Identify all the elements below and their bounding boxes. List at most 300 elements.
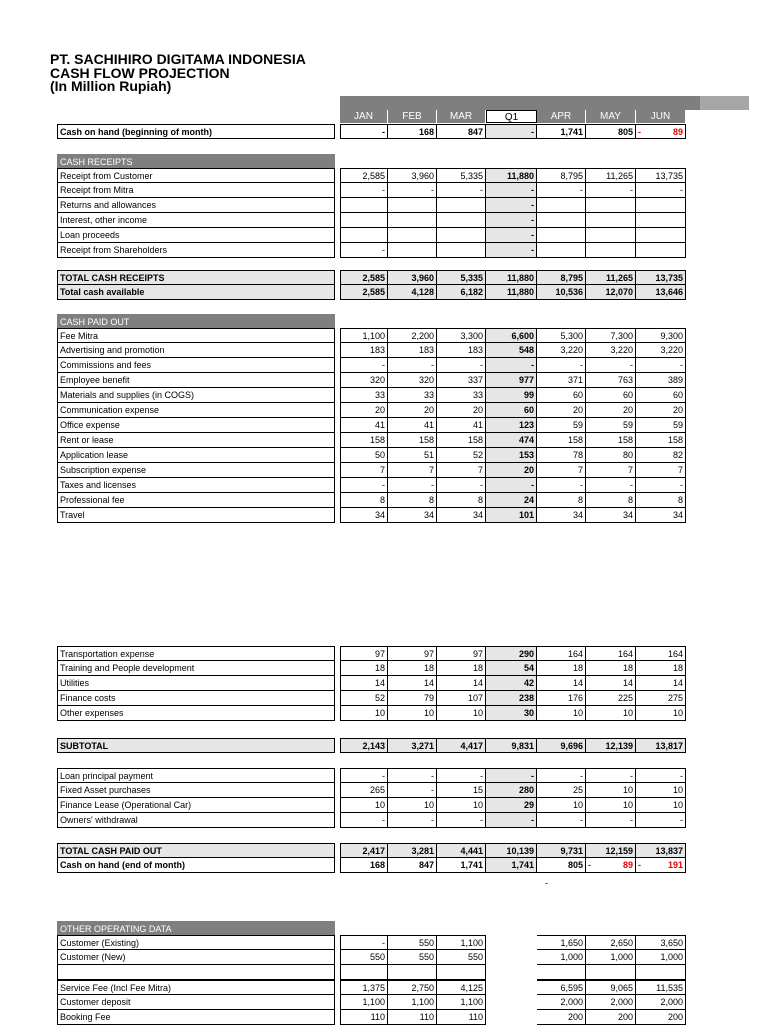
value-cell-apr: 10 <box>537 706 586 721</box>
value-cell-mar: 5,335 <box>437 168 486 183</box>
row-label: Receipt from Mitra <box>57 183 335 198</box>
value-cell-apr <box>537 213 586 228</box>
value-cell-apr: 9,731 <box>537 843 586 858</box>
value-cell-q1: 60 <box>486 403 537 418</box>
header-bar-extension <box>700 96 749 110</box>
value-cell-feb: - <box>388 478 437 493</box>
value-row <box>340 843 686 858</box>
value-cell-apr <box>537 243 586 258</box>
row-label: TOTAL CASH RECEIPTS <box>57 270 335 285</box>
value-cell-q1 <box>486 995 537 1010</box>
value-cell-mar: 33 <box>437 388 486 403</box>
value-cell-q1: - <box>486 478 537 493</box>
row-label: Owners' withdrawal <box>57 813 335 828</box>
value-cell-feb: - <box>388 183 437 198</box>
value-cell-apr: 1,741 <box>537 124 586 139</box>
value-cell-jun: 13,735 <box>636 168 686 183</box>
value-cell-apr: - <box>537 813 586 828</box>
value-cell-jan: - <box>340 358 388 373</box>
value-row <box>340 285 686 300</box>
value-cell-jan: 33 <box>340 388 388 403</box>
value-cell-q1: 474 <box>486 433 537 448</box>
value-row <box>340 798 686 813</box>
value-cell-jan: - <box>340 813 388 828</box>
value-cell-jun <box>636 198 686 213</box>
value-cell-q1: 42 <box>486 676 537 691</box>
value-cell-jun: 164 <box>636 646 686 661</box>
value-cell-apr: 60 <box>537 388 586 403</box>
value-cell-may: 7 <box>586 463 636 478</box>
value-cell-may: 59 <box>586 418 636 433</box>
row-label: Loan principal payment <box>57 768 335 783</box>
value-cell-apr: - <box>537 478 586 493</box>
value-cell-jan: 265 <box>340 783 388 798</box>
value-cell-feb: 18 <box>388 661 437 676</box>
value-cell-jan: 1,100 <box>340 328 388 343</box>
value-cell-jun: - 89 <box>636 124 686 139</box>
value-cell-q1: 20 <box>486 463 537 478</box>
value-row <box>340 463 686 478</box>
value-cell-jun: 13,646 <box>636 285 686 300</box>
value-cell-jun: 7 <box>636 463 686 478</box>
value-cell-feb <box>388 228 437 243</box>
value-cell-mar: 10 <box>437 798 486 813</box>
value-cell-feb: 320 <box>388 373 437 388</box>
row-label: Customer deposit <box>57 995 335 1010</box>
value-cell-feb <box>388 198 437 213</box>
value-cell-feb: 1,100 <box>388 995 437 1010</box>
value-row <box>340 328 686 343</box>
value-cell-apr: 9,696 <box>537 738 586 753</box>
row-label: Communication expense <box>57 403 335 418</box>
company-name: PT. SACHIHIRO DIGITAMA INDONESIA <box>50 51 306 67</box>
section-header: CASH RECEIPTS <box>57 154 335 169</box>
value-cell-jun: 13,817 <box>636 738 686 753</box>
row-label: Fixed Asset purchases <box>57 783 335 798</box>
value-row <box>340 448 686 463</box>
value-cell-feb: 847 <box>388 858 437 873</box>
value-cell-may: 80 <box>586 448 636 463</box>
value-cell-may: 12,139 <box>586 738 636 753</box>
value-cell-mar: 41 <box>437 418 486 433</box>
value-cell-jun: - 191 <box>636 858 686 873</box>
value-cell-jan: 10 <box>340 798 388 813</box>
row-label: Interest, other income <box>57 213 335 228</box>
value-cell-q1: - <box>486 768 537 783</box>
value-cell-jan: 8 <box>340 493 388 508</box>
value-row <box>340 213 686 228</box>
value-cell-apr <box>537 965 586 980</box>
value-cell-jun: 60 <box>636 388 686 403</box>
stray-mark: - <box>545 878 548 888</box>
value-cell-feb <box>388 243 437 258</box>
value-cell-may <box>586 965 636 980</box>
value-cell-mar: 847 <box>437 124 486 139</box>
value-row <box>340 950 686 965</box>
value-cell-may: 7,300 <box>586 328 636 343</box>
value-cell-apr: 2,000 <box>537 995 586 1010</box>
value-cell-q1: 99 <box>486 388 537 403</box>
value-cell-q1 <box>486 950 537 965</box>
value-cell-jan: 14 <box>340 676 388 691</box>
value-cell-jan: 2,417 <box>340 843 388 858</box>
column-header-feb: FEB <box>388 110 437 123</box>
value-cell-feb: 3,960 <box>388 270 437 285</box>
value-cell-jan: 158 <box>340 433 388 448</box>
value-cell-may <box>586 213 636 228</box>
value-cell-feb: 168 <box>388 124 437 139</box>
value-cell-q1: 24 <box>486 493 537 508</box>
row-label: SUBTOTAL <box>57 738 335 753</box>
value-cell-feb: 41 <box>388 418 437 433</box>
value-cell-may: 805 <box>586 124 636 139</box>
value-cell-feb: 110 <box>388 1010 437 1025</box>
value-cell-jun: - <box>636 183 686 198</box>
value-cell-apr: 8,795 <box>537 168 586 183</box>
value-cell-mar: 110 <box>437 1010 486 1025</box>
value-cell-feb: 51 <box>388 448 437 463</box>
value-cell-feb: 10 <box>388 706 437 721</box>
value-cell-mar <box>437 965 486 980</box>
value-cell-feb: 20 <box>388 403 437 418</box>
value-cell-may: - <box>586 183 636 198</box>
value-cell-feb: 2,750 <box>388 980 437 995</box>
value-cell-may: 60 <box>586 388 636 403</box>
value-cell-q1: - <box>486 813 537 828</box>
value-cell-apr: 8,795 <box>537 270 586 285</box>
value-cell-feb: 3,960 <box>388 168 437 183</box>
value-cell-mar <box>437 243 486 258</box>
value-cell-q1: 153 <box>486 448 537 463</box>
value-cell-mar: 158 <box>437 433 486 448</box>
row-label: Professional fee <box>57 493 335 508</box>
value-cell-q1: 11,880 <box>486 168 537 183</box>
value-row <box>340 124 686 139</box>
value-cell-mar: 6,182 <box>437 285 486 300</box>
value-cell-may <box>586 228 636 243</box>
value-cell-jan: - <box>340 478 388 493</box>
row-label: Customer (Existing) <box>57 935 335 950</box>
value-cell-mar: 4,125 <box>437 980 486 995</box>
value-cell-apr <box>537 228 586 243</box>
row-label: Customer (New) <box>57 950 335 965</box>
header-bar <box>340 96 700 110</box>
value-row <box>340 270 686 285</box>
row-label: Commissions and fees <box>57 358 335 373</box>
value-cell-may: - <box>586 478 636 493</box>
value-cell-jun: 3,220 <box>636 343 686 358</box>
value-cell-mar: 107 <box>437 691 486 706</box>
value-cell-feb: 14 <box>388 676 437 691</box>
value-row <box>340 768 686 783</box>
value-cell-mar: 4,417 <box>437 738 486 753</box>
value-cell-mar: 183 <box>437 343 486 358</box>
value-cell-feb: 2,200 <box>388 328 437 343</box>
row-label: Transportation expense <box>57 646 335 661</box>
value-cell-jun: 13,735 <box>636 270 686 285</box>
value-cell-jan: 41 <box>340 418 388 433</box>
report-title: CASH FLOW PROJECTION <box>50 65 230 81</box>
value-cell-jun: 389 <box>636 373 686 388</box>
value-row <box>340 691 686 706</box>
value-cell-apr: 164 <box>537 646 586 661</box>
value-row <box>340 508 686 523</box>
row-label: Receipt from Shareholders <box>57 243 335 258</box>
column-header-apr: APR <box>537 110 586 123</box>
value-cell-mar <box>437 213 486 228</box>
value-cell-may: 9,065 <box>586 980 636 995</box>
value-cell-q1: 10,139 <box>486 843 537 858</box>
value-cell-may: 3,220 <box>586 343 636 358</box>
value-cell-mar: 52 <box>437 448 486 463</box>
value-row <box>340 183 686 198</box>
value-cell-jan: 18 <box>340 661 388 676</box>
value-cell-jan: 168 <box>340 858 388 873</box>
value-row <box>340 388 686 403</box>
row-label: Returns and allowances <box>57 198 335 213</box>
column-header-mar: MAR <box>437 110 486 123</box>
value-cell-q1: 977 <box>486 373 537 388</box>
value-cell-may <box>586 243 636 258</box>
value-cell-feb: - <box>388 358 437 373</box>
value-cell-may: 2,650 <box>586 935 636 950</box>
value-cell-apr: 5,300 <box>537 328 586 343</box>
row-label <box>57 965 335 980</box>
value-cell-mar: 3,300 <box>437 328 486 343</box>
value-cell-jan: 2,143 <box>340 738 388 753</box>
value-cell-feb: 33 <box>388 388 437 403</box>
value-cell-jun: 275 <box>636 691 686 706</box>
value-cell-jun: 1,000 <box>636 950 686 965</box>
value-cell-jan: - <box>340 935 388 950</box>
value-cell-apr <box>537 198 586 213</box>
value-cell-apr: 14 <box>537 676 586 691</box>
value-cell-apr: 176 <box>537 691 586 706</box>
value-cell-jun: - <box>636 478 686 493</box>
value-cell-mar: 550 <box>437 950 486 965</box>
value-cell-jan: - <box>340 124 388 139</box>
value-row <box>340 813 686 828</box>
value-cell-may: 10 <box>586 798 636 813</box>
value-cell-may: 12,159 <box>586 843 636 858</box>
value-row <box>340 198 686 213</box>
value-cell-apr: 10 <box>537 798 586 813</box>
section-header: OTHER OPERATING DATA <box>57 921 335 936</box>
row-label: Subscription expense <box>57 463 335 478</box>
value-cell-jan: 2,585 <box>340 168 388 183</box>
value-cell-mar: 7 <box>437 463 486 478</box>
value-cell-mar: 10 <box>437 706 486 721</box>
value-cell-q1: 238 <box>486 691 537 706</box>
value-cell-feb <box>388 965 437 980</box>
value-cell-apr: 59 <box>537 418 586 433</box>
value-cell-q1: 29 <box>486 798 537 813</box>
row-label: Advertising and promotion <box>57 343 335 358</box>
value-cell-jun: 11,535 <box>636 980 686 995</box>
value-cell-jun: - <box>636 358 686 373</box>
value-cell-q1 <box>486 965 537 980</box>
value-cell-may: 10 <box>586 783 636 798</box>
value-cell-q1: - <box>486 198 537 213</box>
value-row <box>340 980 686 995</box>
value-cell-feb <box>388 213 437 228</box>
value-cell-jan: - <box>340 243 388 258</box>
row-label: Travel <box>57 508 335 523</box>
value-cell-apr: 10,536 <box>537 285 586 300</box>
value-cell-apr: - <box>537 358 586 373</box>
value-cell-jan: 34 <box>340 508 388 523</box>
value-cell-jan: 320 <box>340 373 388 388</box>
value-row <box>340 783 686 798</box>
value-cell-jan: 10 <box>340 706 388 721</box>
value-cell-mar: 34 <box>437 508 486 523</box>
row-label: Office expense <box>57 418 335 433</box>
row-label: Finance costs <box>57 691 335 706</box>
value-cell-jun: 13,837 <box>636 843 686 858</box>
value-cell-jan: 7 <box>340 463 388 478</box>
value-cell-jun: 14 <box>636 676 686 691</box>
row-label: Fee Mitra <box>57 328 335 343</box>
value-cell-q1: 1,741 <box>486 858 537 873</box>
value-cell-mar: 20 <box>437 403 486 418</box>
value-cell-may: 11,265 <box>586 168 636 183</box>
value-cell-q1 <box>486 1010 537 1025</box>
value-row <box>340 403 686 418</box>
value-cell-jun: 20 <box>636 403 686 418</box>
value-cell-may: 763 <box>586 373 636 388</box>
value-cell-feb: 550 <box>388 935 437 950</box>
column-header-jan: JAN <box>340 110 388 123</box>
value-cell-may: 20 <box>586 403 636 418</box>
value-cell-mar: 14 <box>437 676 486 691</box>
value-row <box>340 243 686 258</box>
value-cell-q1: - <box>486 183 537 198</box>
value-cell-jan: - <box>340 183 388 198</box>
value-cell-apr: 7 <box>537 463 586 478</box>
value-row <box>340 935 686 950</box>
value-cell-jun <box>636 213 686 228</box>
section-header: CASH PAID OUT <box>57 314 335 329</box>
value-cell-jan <box>340 965 388 980</box>
value-cell-jun: 8 <box>636 493 686 508</box>
value-cell-q1 <box>486 935 537 950</box>
value-cell-feb: 183 <box>388 343 437 358</box>
value-cell-q1: - <box>486 243 537 258</box>
value-cell-jan: 50 <box>340 448 388 463</box>
value-row <box>340 738 686 753</box>
row-label: Receipt from Customer <box>57 168 335 183</box>
value-cell-feb: 4,128 <box>388 285 437 300</box>
value-cell-q1 <box>486 980 537 995</box>
value-cell-may: 2,000 <box>586 995 636 1010</box>
value-cell-mar <box>437 198 486 213</box>
value-cell-jun: 10 <box>636 706 686 721</box>
value-cell-jan: 550 <box>340 950 388 965</box>
value-cell-apr: 6,595 <box>537 980 586 995</box>
value-cell-mar: - <box>437 183 486 198</box>
value-row <box>340 418 686 433</box>
value-cell-mar: 15 <box>437 783 486 798</box>
value-cell-mar: - <box>437 813 486 828</box>
value-cell-apr: 18 <box>537 661 586 676</box>
row-label: Cash on hand (beginning of month) <box>57 124 335 139</box>
value-cell-may: 12,070 <box>586 285 636 300</box>
value-cell-feb: 3,281 <box>388 843 437 858</box>
month-header-row <box>340 110 686 123</box>
value-cell-jun: 2,000 <box>636 995 686 1010</box>
value-cell-may: 225 <box>586 691 636 706</box>
value-cell-q1: 54 <box>486 661 537 676</box>
row-label: Rent or lease <box>57 433 335 448</box>
value-cell-feb: - <box>388 813 437 828</box>
value-cell-jun: 158 <box>636 433 686 448</box>
value-cell-feb: - <box>388 768 437 783</box>
row-label: TOTAL CASH PAID OUT <box>57 843 335 858</box>
value-cell-jan <box>340 228 388 243</box>
value-cell-q1: 9,831 <box>486 738 537 753</box>
value-cell-mar: 337 <box>437 373 486 388</box>
column-header-q1: Q1 <box>486 110 537 123</box>
value-cell-jan: 2,585 <box>340 285 388 300</box>
value-cell-feb: 10 <box>388 798 437 813</box>
value-cell-mar <box>437 228 486 243</box>
value-cell-jan: 1,100 <box>340 995 388 1010</box>
value-row <box>340 493 686 508</box>
value-row <box>340 676 686 691</box>
value-cell-feb: 3,271 <box>388 738 437 753</box>
value-cell-feb: 79 <box>388 691 437 706</box>
value-cell-q1: 11,880 <box>486 285 537 300</box>
value-row <box>340 661 686 676</box>
row-label: Training and People development <box>57 661 335 676</box>
row-label: Service Fee (Incl Fee Mitra) <box>57 980 335 995</box>
value-row <box>340 478 686 493</box>
value-cell-jun <box>636 243 686 258</box>
value-cell-jan: 97 <box>340 646 388 661</box>
value-cell-jan: 20 <box>340 403 388 418</box>
row-label: Application lease <box>57 448 335 463</box>
value-cell-mar: - <box>437 768 486 783</box>
value-cell-may: - <box>586 813 636 828</box>
row-label: Other expenses <box>57 706 335 721</box>
value-cell-may: 200 <box>586 1010 636 1025</box>
value-cell-apr: 8 <box>537 493 586 508</box>
row-label: Materials and supplies (in COGS) <box>57 388 335 403</box>
value-cell-feb: 7 <box>388 463 437 478</box>
value-cell-feb: 550 <box>388 950 437 965</box>
value-cell-jun: 10 <box>636 783 686 798</box>
row-label: Loan proceeds <box>57 228 335 243</box>
value-cell-may: 158 <box>586 433 636 448</box>
value-cell-mar: 1,100 <box>437 995 486 1010</box>
value-cell-jun: 18 <box>636 661 686 676</box>
value-cell-mar: - <box>437 478 486 493</box>
row-label: Cash on hand (end of month) <box>57 858 335 873</box>
row-label: Utilities <box>57 676 335 691</box>
value-cell-mar: 4,441 <box>437 843 486 858</box>
value-row <box>340 433 686 448</box>
value-cell-apr: 34 <box>537 508 586 523</box>
value-cell-mar: - <box>437 358 486 373</box>
value-cell-jun: - <box>636 768 686 783</box>
value-cell-may: 14 <box>586 676 636 691</box>
value-cell-apr: 200 <box>537 1010 586 1025</box>
value-cell-jun: 59 <box>636 418 686 433</box>
value-cell-q1: - <box>486 228 537 243</box>
value-cell-apr: 371 <box>537 373 586 388</box>
value-cell-jan <box>340 213 388 228</box>
value-row <box>340 168 686 183</box>
